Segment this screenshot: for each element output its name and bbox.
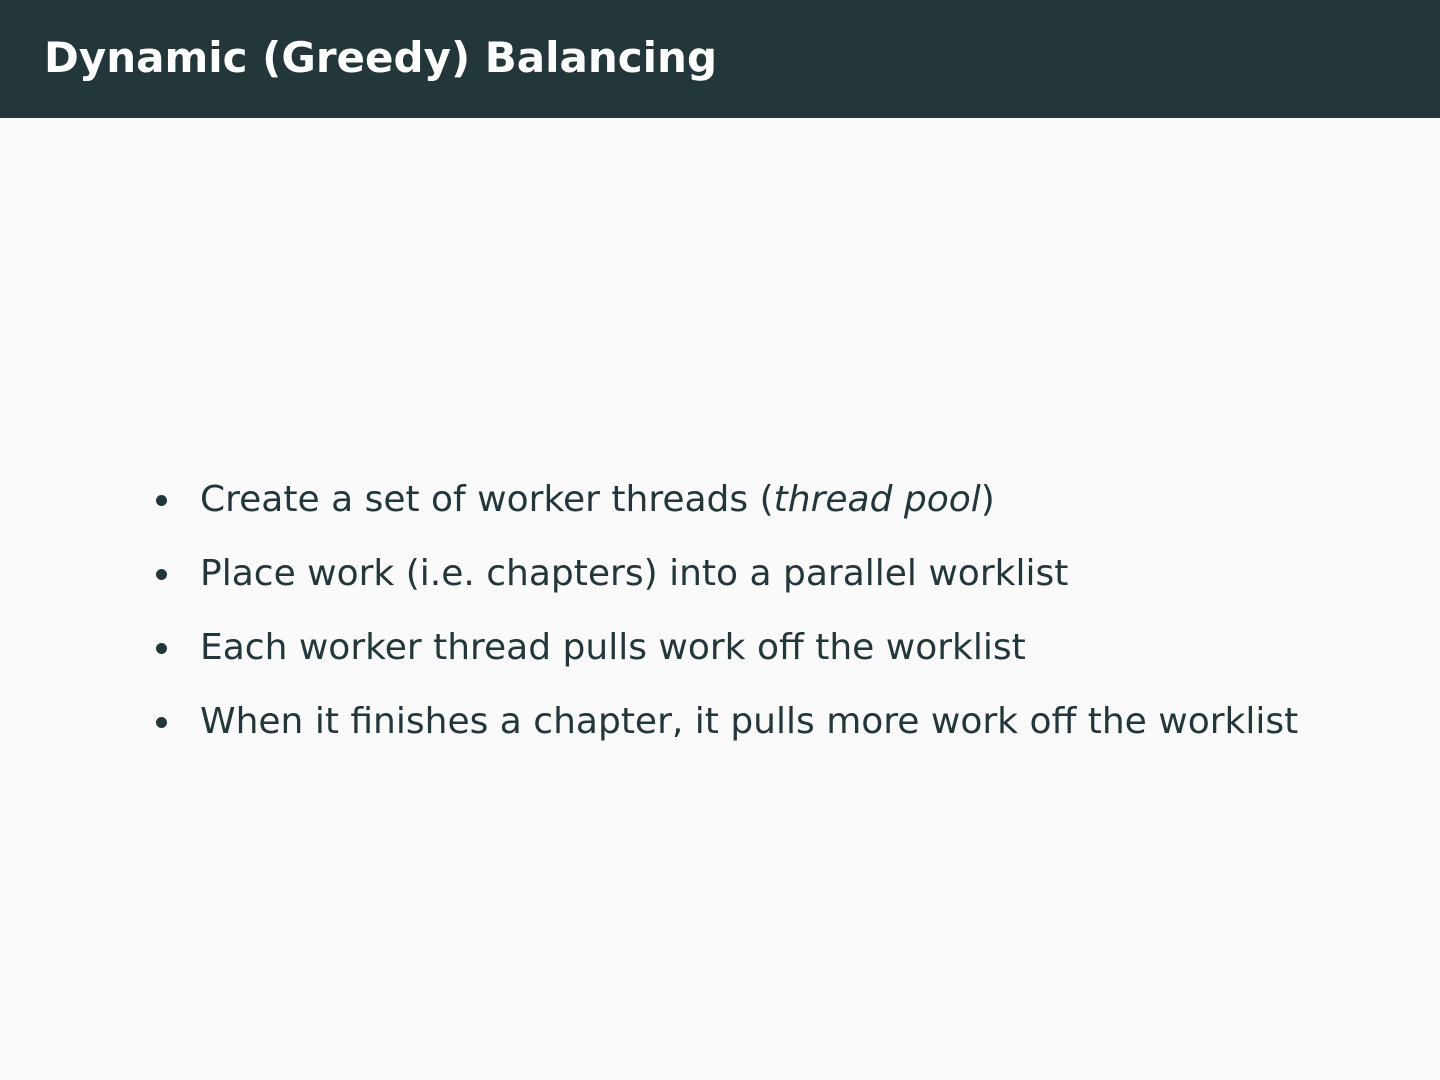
bullet-text-plain: Create a set of worker threads ( xyxy=(200,479,774,520)
slide-title: Dynamic (Greedy) Balancing xyxy=(44,33,718,82)
bullet-icon xyxy=(156,643,167,654)
list-item xyxy=(156,463,1298,537)
list-item xyxy=(156,685,1298,759)
list-item xyxy=(156,611,1298,685)
bullet-text-emphasis: thread pool xyxy=(773,479,981,520)
bullet-text: Each worker thread pulls work off the worklist xyxy=(200,627,1026,668)
list-item xyxy=(156,537,1298,611)
bullet-list xyxy=(156,463,1298,759)
bullet-icon xyxy=(156,495,167,506)
bullet-text: When it finishes a chapter, it pulls more work off the worklist xyxy=(200,701,1299,742)
bullet-icon xyxy=(156,717,167,728)
bullet-text-suffix: ) xyxy=(980,479,995,520)
bullet-icon xyxy=(156,569,167,580)
bullet-text xyxy=(200,472,995,528)
bullet-text: Place work (i.e. chapters) into a parallel worklist xyxy=(200,553,1069,594)
slide-header-bar xyxy=(0,0,1440,118)
